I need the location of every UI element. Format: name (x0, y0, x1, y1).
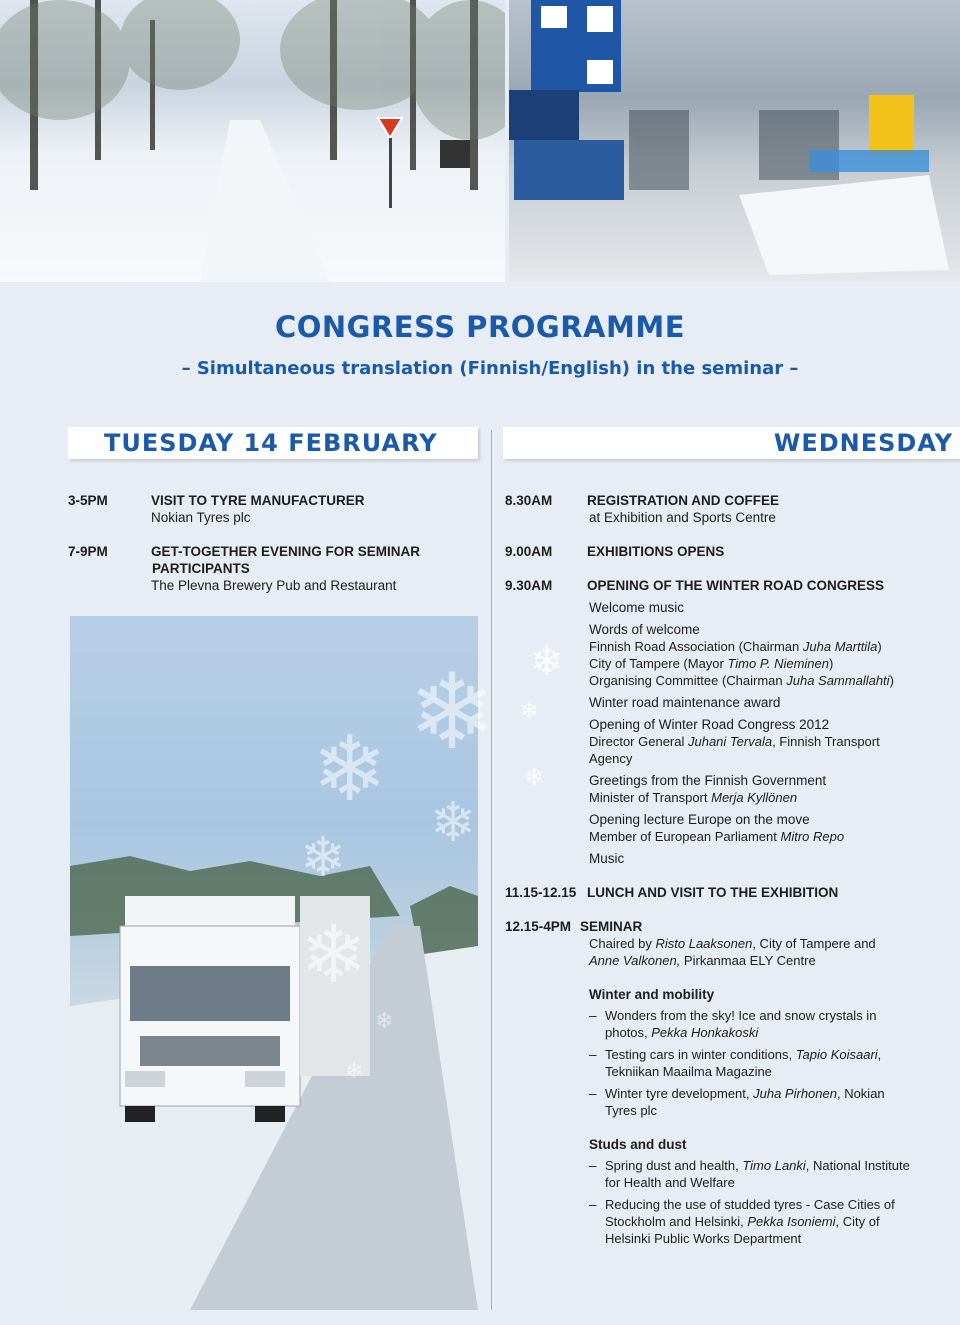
speaker-line: Minister of Transport Merja Kyllönen (589, 790, 798, 805)
item-heading: LUNCH AND VISIT TO THE EXHIBITION (587, 885, 839, 900)
list-item: – Spring dust and health, Timo Lanki, National Institute for Health and Welfare (589, 1158, 910, 1190)
item-heading: GET-TOGETHER EVENING FOR SEMINAR (151, 544, 421, 559)
item-time: 11.15-12.15 (505, 885, 577, 900)
item-time: 8.30AM (505, 493, 553, 508)
greetings-line: Greetings from the Finnish Government (589, 773, 827, 788)
column-divider (491, 430, 492, 1310)
day-heading-wednesday: WEDNESDAY (503, 427, 960, 459)
speaker-line: Member of European Parliament Mitro Repo (589, 829, 845, 844)
session-title: Winter and mobility (589, 987, 715, 1002)
item-time: 9.00AM (505, 544, 553, 559)
session-talk-list (589, 1007, 945, 1119)
winter-forest-illustration (0, 0, 505, 282)
snowflake-icon: ❄ (520, 698, 539, 723)
chair-line: Chaired by Risto Laaksonen, City of Tampere and (589, 936, 876, 951)
words-of-welcome: Words of welcome (589, 622, 700, 637)
item-time: 9.30AM (505, 578, 553, 593)
list-item: – Reducing the use of studded tyres - Case Cities of Stockholm and Helsinki, Pekka Isoniemi, City of Helsinki Public Works Department (589, 1197, 895, 1246)
speaker-line: Organising Committee (Chairman Juha Sammallahti) (589, 673, 894, 688)
snowflake-icon: ❄ (530, 640, 564, 684)
speaker-line: City of Tampere (Mayor Timo P. Nieminen) (589, 656, 834, 671)
item-heading-continued: PARTICIPANTS (152, 561, 250, 576)
speaker-line-continued: Agency (589, 751, 633, 766)
snowflake-icon: ❄ (300, 910, 368, 999)
music-line: Music (589, 851, 625, 866)
item-time: 7-9PM (68, 544, 108, 559)
item-time: 3-5PM (68, 493, 108, 508)
item-heading: OPENING OF THE WINTER ROAD CONGRESS (587, 578, 885, 593)
list-item: – Winter tyre development, Juha Pirhonen, Nokian Tyres plc (589, 1086, 885, 1118)
page-subtitle: – Simultaneous translation (Finnish/English) in the seminar – (181, 358, 799, 379)
exhibition-hall-illustration (509, 0, 960, 282)
item-heading: SEMINAR (580, 919, 643, 934)
session-title: Studs and dust (589, 1137, 687, 1152)
page-title: CONGRESS PROGRAMME (274, 310, 686, 344)
item-detail: Nokian Tyres plc (151, 510, 251, 525)
winter-forest-road-photo (0, 0, 505, 282)
list-item: – Testing cars in winter conditions, Tapio Koisaari, Tekniikan Maailma Magazine (589, 1047, 882, 1079)
snowflake-icon: ❄ (430, 791, 477, 853)
opening-title: Opening of Winter Road Congress 2012 (589, 717, 830, 732)
lecture-line: Opening lecture Europe on the move (589, 812, 810, 827)
award-line: Winter road maintenance award (589, 695, 781, 710)
speaker-line: Finnish Road Association (Chairman Juha Marttila) (589, 639, 882, 654)
exhibition-hall-photo (509, 0, 960, 282)
session-talk-list (589, 1157, 945, 1247)
item-heading: EXHIBITIONS OPENS (587, 544, 725, 559)
snowflake-icon: ❄ (300, 826, 347, 888)
snowflake-icon: ❄ (345, 1058, 364, 1083)
welcome-music: Welcome music (589, 600, 685, 615)
chair-line: Anne Valkonen, Pirkanmaa ELY Centre (589, 953, 816, 968)
list-item: – Wonders from the sky! Ice and snow crystals in photos, Pekka Honkakoski (589, 1008, 877, 1040)
item-detail: The Plevna Brewery Pub and Restaurant (151, 578, 397, 593)
day-heading-tuesday: TUESDAY 14 FEBRUARY (68, 427, 478, 459)
item-heading: VISIT TO TYRE MANUFACTURER (151, 493, 365, 508)
speaker-line: Director General Juhani Tervala, Finnish Transport (589, 734, 880, 749)
snowflake-icon: ❄ (524, 764, 545, 791)
item-heading: REGISTRATION AND COFFEE (587, 493, 779, 508)
item-time: 12.15-4PM (505, 919, 572, 934)
item-detail: at Exhibition and Sports Centre (589, 510, 776, 525)
snowflake-icon: ❄ (375, 1008, 394, 1033)
snowflake-icon: ❄ (408, 654, 496, 771)
snowflake-icon: ❄ (312, 720, 388, 820)
